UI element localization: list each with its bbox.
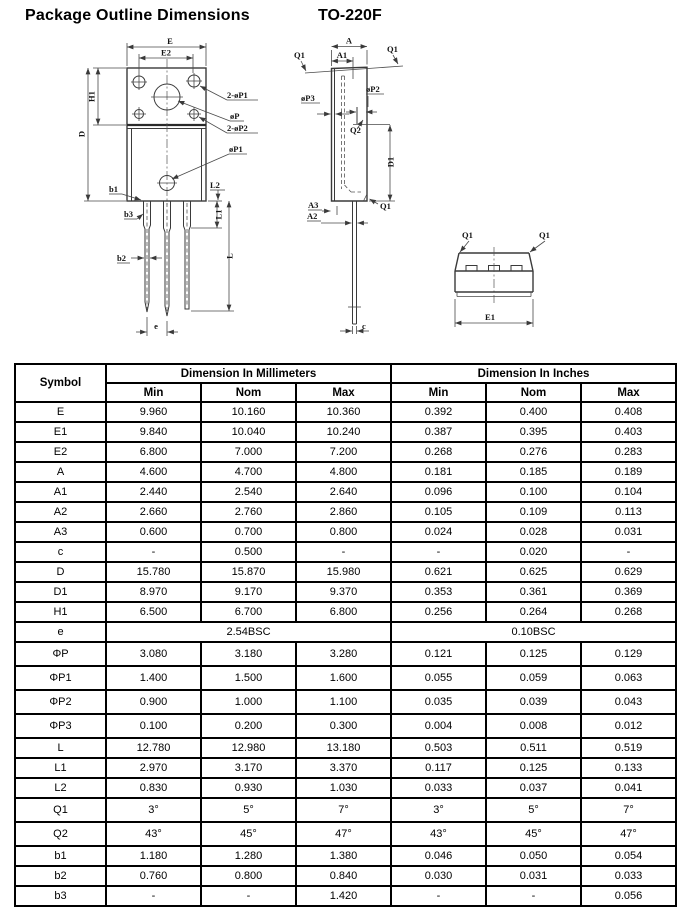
inch-value-cell: 0.181 bbox=[391, 462, 486, 482]
dim-label-p3: øP3 bbox=[301, 93, 315, 103]
mm-value-cell: 0.930 bbox=[201, 778, 296, 798]
mm-value-cell: 0.800 bbox=[296, 522, 391, 542]
mm-value-cell: 4.600 bbox=[106, 462, 201, 482]
inch-value-cell: 0.059 bbox=[486, 666, 581, 690]
mm-value-cell: 3.080 bbox=[106, 642, 201, 666]
mm-value-cell: - bbox=[106, 542, 201, 562]
mm-value-cell: 2.760 bbox=[201, 502, 296, 522]
mm-value-cell: 2.540 bbox=[201, 482, 296, 502]
inch-value-cell: 0.096 bbox=[391, 482, 486, 502]
inch-value-cell: 0.189 bbox=[581, 462, 676, 482]
mm-value-cell: 43° bbox=[106, 822, 201, 846]
mm-value-cell: 0.300 bbox=[296, 714, 391, 738]
mm-value-cell: 15.870 bbox=[201, 562, 296, 582]
mm-value-cell: 2.860 bbox=[296, 502, 391, 522]
header-inch-max: Max bbox=[581, 383, 676, 402]
inch-value-cell: 0.519 bbox=[581, 738, 676, 758]
dim-label-p2: øP2 bbox=[366, 84, 380, 94]
mm-value-cell: 3.170 bbox=[201, 758, 296, 778]
mm-value-cell: 1.000 bbox=[201, 690, 296, 714]
mm-value-cell: 10.240 bbox=[296, 422, 391, 442]
mm-value-cell: 47° bbox=[296, 822, 391, 846]
symbol-cell: E1 bbox=[15, 422, 106, 442]
mm-value-cell: 0.900 bbox=[106, 690, 201, 714]
dim-label-q1-bottom: Q1 bbox=[380, 201, 391, 211]
inch-span-cell: 0.10BSC bbox=[391, 622, 676, 642]
inch-value-cell: 0.369 bbox=[581, 582, 676, 602]
inch-value-cell: 0.129 bbox=[581, 642, 676, 666]
dim-label-l2: L2 bbox=[210, 180, 220, 190]
mm-value-cell: 9.370 bbox=[296, 582, 391, 602]
dim-label-b3: b3 bbox=[124, 209, 133, 219]
mm-value-cell: 5° bbox=[201, 798, 296, 822]
mm-value-cell: 10.040 bbox=[201, 422, 296, 442]
mm-value-cell: 1.100 bbox=[296, 690, 391, 714]
table-row bbox=[15, 798, 676, 822]
symbol-cell: H1 bbox=[15, 602, 106, 622]
inch-value-cell: 47° bbox=[581, 822, 676, 846]
front-view bbox=[77, 36, 259, 336]
inch-value-cell: 0.046 bbox=[391, 846, 486, 866]
inch-value-cell: 0.629 bbox=[581, 562, 676, 582]
inch-value-cell: 0.041 bbox=[581, 778, 676, 798]
symbol-cell: b1 bbox=[15, 846, 106, 866]
callout-p1: øP1 bbox=[229, 144, 243, 154]
dimension-table-header bbox=[15, 364, 676, 402]
mm-value-cell: 1.420 bbox=[296, 886, 391, 906]
mm-value-cell: 3.280 bbox=[296, 642, 391, 666]
header-mm-min: Min bbox=[106, 383, 201, 402]
inch-value-cell: 0.056 bbox=[581, 886, 676, 906]
inch-value-cell: - bbox=[486, 886, 581, 906]
symbol-cell: L2 bbox=[15, 778, 106, 798]
callout-2-p1: 2-øP1 bbox=[227, 90, 248, 100]
mm-value-cell: 6.700 bbox=[201, 602, 296, 622]
mm-value-cell: - bbox=[296, 542, 391, 562]
inch-value-cell: 0.020 bbox=[486, 542, 581, 562]
inch-value-cell: 0.054 bbox=[581, 846, 676, 866]
symbol-cell: Q2 bbox=[15, 822, 106, 846]
mm-span-cell: 2.54BSC bbox=[106, 622, 391, 642]
header-mm-nom: Nom bbox=[201, 383, 296, 402]
inch-value-cell: 0.125 bbox=[486, 758, 581, 778]
symbol-cell: L1 bbox=[15, 758, 106, 778]
mm-value-cell: 2.970 bbox=[106, 758, 201, 778]
mm-value-cell: 15.780 bbox=[106, 562, 201, 582]
inch-value-cell: 0.503 bbox=[391, 738, 486, 758]
mm-value-cell: 6.500 bbox=[106, 602, 201, 622]
symbol-cell: c bbox=[15, 542, 106, 562]
inch-value-cell: 0.268 bbox=[581, 602, 676, 622]
mm-value-cell: 12.980 bbox=[201, 738, 296, 758]
table-row bbox=[15, 462, 676, 482]
inch-value-cell: 0.033 bbox=[391, 778, 486, 798]
inch-value-cell: 0.353 bbox=[391, 582, 486, 602]
table-row bbox=[15, 822, 676, 846]
mm-value-cell: 6.800 bbox=[296, 602, 391, 622]
mm-value-cell: 9.170 bbox=[201, 582, 296, 602]
inch-value-cell: 0.117 bbox=[391, 758, 486, 778]
dim-label-e: E bbox=[167, 36, 173, 46]
bottom-view bbox=[455, 230, 550, 327]
mm-value-cell: 3.370 bbox=[296, 758, 391, 778]
inch-value-cell: 0.400 bbox=[486, 402, 581, 422]
dim-label-e2: E2 bbox=[161, 47, 171, 58]
inch-value-cell: 0.264 bbox=[486, 602, 581, 622]
inch-value-cell: 0.050 bbox=[486, 846, 581, 866]
mm-value-cell: 1.600 bbox=[296, 666, 391, 690]
mm-value-cell: 15.980 bbox=[296, 562, 391, 582]
dim-label-d1: D1 bbox=[385, 156, 396, 168]
mm-value-cell: 1.500 bbox=[201, 666, 296, 690]
mm-value-cell: 2.440 bbox=[106, 482, 201, 502]
symbol-cell: A2 bbox=[15, 502, 106, 522]
dim-label-e-pitch: e bbox=[154, 321, 158, 331]
mm-value-cell: 10.360 bbox=[296, 402, 391, 422]
inch-value-cell: 7° bbox=[581, 798, 676, 822]
inch-value-cell: - bbox=[581, 542, 676, 562]
mm-value-cell: 1.400 bbox=[106, 666, 201, 690]
mm-value-cell: 10.160 bbox=[201, 402, 296, 422]
dim-label-q2: Q2 bbox=[350, 125, 361, 135]
inch-value-cell: 0.030 bbox=[391, 866, 486, 886]
table-row bbox=[15, 562, 676, 582]
inch-value-cell: 0.256 bbox=[391, 602, 486, 622]
symbol-cell: A1 bbox=[15, 482, 106, 502]
dim-label-a2: A2 bbox=[307, 211, 318, 221]
dim-label-b1: b1 bbox=[109, 184, 118, 194]
table-row bbox=[15, 482, 676, 502]
inch-value-cell: 0.276 bbox=[486, 442, 581, 462]
inch-value-cell: 0.035 bbox=[391, 690, 486, 714]
inch-value-cell: 0.043 bbox=[581, 690, 676, 714]
dim-label-d: D bbox=[76, 130, 87, 138]
table-row bbox=[15, 542, 676, 562]
callout-2-p2: 2-øP2 bbox=[227, 123, 248, 133]
inch-value-cell: 0.008 bbox=[486, 714, 581, 738]
dim-label-e1: E1 bbox=[485, 312, 495, 322]
mm-value-cell: 7.000 bbox=[201, 442, 296, 462]
dim-label-a1: A1 bbox=[336, 50, 348, 60]
table-row bbox=[15, 866, 676, 886]
mm-value-cell: 13.180 bbox=[296, 738, 391, 758]
inch-value-cell: 3° bbox=[391, 798, 486, 822]
inch-value-cell: 5° bbox=[486, 798, 581, 822]
symbol-cell: D1 bbox=[15, 582, 106, 602]
mm-value-cell: 0.760 bbox=[106, 866, 201, 886]
header-inch-group: Dimension In Inches bbox=[391, 364, 676, 383]
dim-label-q1-bv-right: Q1 bbox=[539, 230, 550, 240]
inch-value-cell: 0.012 bbox=[581, 714, 676, 738]
inch-value-cell: 0.037 bbox=[486, 778, 581, 798]
inch-value-cell: 0.185 bbox=[486, 462, 581, 482]
inch-value-cell: 0.104 bbox=[581, 482, 676, 502]
mm-value-cell: 9.960 bbox=[106, 402, 201, 422]
mm-value-cell: 2.660 bbox=[106, 502, 201, 522]
symbol-cell: L bbox=[15, 738, 106, 758]
mm-value-cell: 0.200 bbox=[201, 714, 296, 738]
mm-value-cell: 6.800 bbox=[106, 442, 201, 462]
dim-label-b2: b2 bbox=[117, 253, 126, 263]
symbol-cell: D bbox=[15, 562, 106, 582]
inch-value-cell: 0.039 bbox=[486, 690, 581, 714]
mm-value-cell: 9.840 bbox=[106, 422, 201, 442]
mm-value-cell: 1.030 bbox=[296, 778, 391, 798]
table-row bbox=[15, 846, 676, 866]
inch-value-cell: 43° bbox=[391, 822, 486, 846]
table-row bbox=[15, 422, 676, 442]
side-view bbox=[294, 36, 403, 335]
header-mm-group: Dimension In Millimeters bbox=[106, 364, 391, 383]
inch-value-cell: 0.024 bbox=[391, 522, 486, 542]
page-title: Package Outline Dimensions bbox=[25, 7, 250, 24]
symbol-cell: A3 bbox=[15, 522, 106, 542]
inch-value-cell: 0.408 bbox=[581, 402, 676, 422]
table-row bbox=[15, 690, 676, 714]
table-row bbox=[15, 502, 676, 522]
mm-value-cell: 12.780 bbox=[106, 738, 201, 758]
inch-value-cell: 0.125 bbox=[486, 642, 581, 666]
mm-value-cell: - bbox=[106, 886, 201, 906]
table-row bbox=[15, 402, 676, 422]
mm-value-cell: 1.380 bbox=[296, 846, 391, 866]
inch-value-cell: 0.625 bbox=[486, 562, 581, 582]
table-row bbox=[15, 714, 676, 738]
inch-value-cell: 0.395 bbox=[486, 422, 581, 442]
inch-value-cell: 0.100 bbox=[486, 482, 581, 502]
inch-value-cell: 0.105 bbox=[391, 502, 486, 522]
inch-value-cell: 0.283 bbox=[581, 442, 676, 462]
symbol-cell: ΦP bbox=[15, 642, 106, 666]
inch-value-cell: 0.113 bbox=[581, 502, 676, 522]
inch-value-cell: 0.031 bbox=[486, 866, 581, 886]
mm-value-cell: 0.100 bbox=[106, 714, 201, 738]
table-row bbox=[15, 642, 676, 666]
symbol-cell: E2 bbox=[15, 442, 106, 462]
mm-value-cell: 4.800 bbox=[296, 462, 391, 482]
inch-value-cell: 0.621 bbox=[391, 562, 486, 582]
inch-value-cell: 0.028 bbox=[486, 522, 581, 542]
symbol-cell: Q1 bbox=[15, 798, 106, 822]
mm-value-cell: 0.830 bbox=[106, 778, 201, 798]
symbol-cell: E bbox=[15, 402, 106, 422]
symbol-cell: b2 bbox=[15, 866, 106, 886]
mm-value-cell: 0.600 bbox=[106, 522, 201, 542]
table-row bbox=[15, 442, 676, 462]
mm-value-cell: 4.700 bbox=[201, 462, 296, 482]
inch-value-cell: 0.511 bbox=[486, 738, 581, 758]
table-row bbox=[15, 738, 676, 758]
mm-value-cell: 0.840 bbox=[296, 866, 391, 886]
dim-label-q1-left: Q1 bbox=[294, 50, 305, 60]
dim-label-l1: L1 bbox=[213, 209, 224, 220]
mm-value-cell: 7° bbox=[296, 798, 391, 822]
inch-value-cell: 0.109 bbox=[486, 502, 581, 522]
inch-value-cell: 45° bbox=[486, 822, 581, 846]
symbol-cell: b3 bbox=[15, 886, 106, 906]
inch-value-cell: - bbox=[391, 886, 486, 906]
inch-value-cell: 0.361 bbox=[486, 582, 581, 602]
inch-value-cell: 0.268 bbox=[391, 442, 486, 462]
table-row bbox=[15, 666, 676, 690]
table-row bbox=[15, 886, 676, 906]
inch-value-cell: 0.392 bbox=[391, 402, 486, 422]
mm-value-cell: - bbox=[201, 886, 296, 906]
header-inch-nom: Nom bbox=[486, 383, 581, 402]
symbol-cell: ΦP1 bbox=[15, 666, 106, 690]
inch-value-cell: 0.121 bbox=[391, 642, 486, 666]
mm-value-cell: 0.500 bbox=[201, 542, 296, 562]
inch-value-cell: 0.031 bbox=[581, 522, 676, 542]
callout-p: øP bbox=[230, 111, 240, 121]
table-row bbox=[15, 582, 676, 602]
dim-label-q1-bv-left: Q1 bbox=[462, 230, 473, 240]
mm-value-cell: 1.280 bbox=[201, 846, 296, 866]
inch-value-cell: 0.133 bbox=[581, 758, 676, 778]
mm-value-cell: 7.200 bbox=[296, 442, 391, 462]
table-row bbox=[15, 778, 676, 798]
inch-value-cell: - bbox=[391, 542, 486, 562]
symbol-cell: ΦP2 bbox=[15, 690, 106, 714]
mm-value-cell: 3° bbox=[106, 798, 201, 822]
table-row bbox=[15, 758, 676, 778]
inch-value-cell: 0.055 bbox=[391, 666, 486, 690]
inch-value-cell: 0.387 bbox=[391, 422, 486, 442]
mm-value-cell: 1.180 bbox=[106, 846, 201, 866]
dim-label-q1-right: Q1 bbox=[387, 44, 398, 54]
table-row bbox=[15, 622, 676, 642]
mm-value-cell: 0.800 bbox=[201, 866, 296, 886]
mm-value-cell: 0.700 bbox=[201, 522, 296, 542]
header-mm-max: Max bbox=[296, 383, 391, 402]
inch-value-cell: 0.004 bbox=[391, 714, 486, 738]
dim-label-l: L bbox=[224, 253, 235, 259]
mm-value-cell: 2.640 bbox=[296, 482, 391, 502]
dimension-table-body bbox=[15, 402, 676, 906]
package-type-label: TO-220F bbox=[318, 7, 382, 24]
header-inch-min: Min bbox=[391, 383, 486, 402]
package-outline-drawing bbox=[0, 0, 686, 358]
inch-value-cell: 0.033 bbox=[581, 866, 676, 886]
table-row bbox=[15, 602, 676, 622]
mm-value-cell: 45° bbox=[201, 822, 296, 846]
inch-value-cell: 0.063 bbox=[581, 666, 676, 690]
inch-value-cell: 0.403 bbox=[581, 422, 676, 442]
mm-value-cell: 8.970 bbox=[106, 582, 201, 602]
mm-value-cell: 3.180 bbox=[201, 642, 296, 666]
dimension-table bbox=[14, 363, 677, 907]
dim-label-c: c bbox=[362, 321, 366, 331]
header-symbol: Symbol bbox=[15, 364, 106, 402]
symbol-cell: ΦP3 bbox=[15, 714, 106, 738]
dim-label-h1: H1 bbox=[86, 91, 97, 102]
dim-label-a: A bbox=[345, 35, 353, 46]
symbol-cell: e bbox=[15, 622, 106, 642]
dim-label-a3: A3 bbox=[308, 200, 319, 210]
symbol-cell: A bbox=[15, 462, 106, 482]
table-row bbox=[15, 522, 676, 542]
